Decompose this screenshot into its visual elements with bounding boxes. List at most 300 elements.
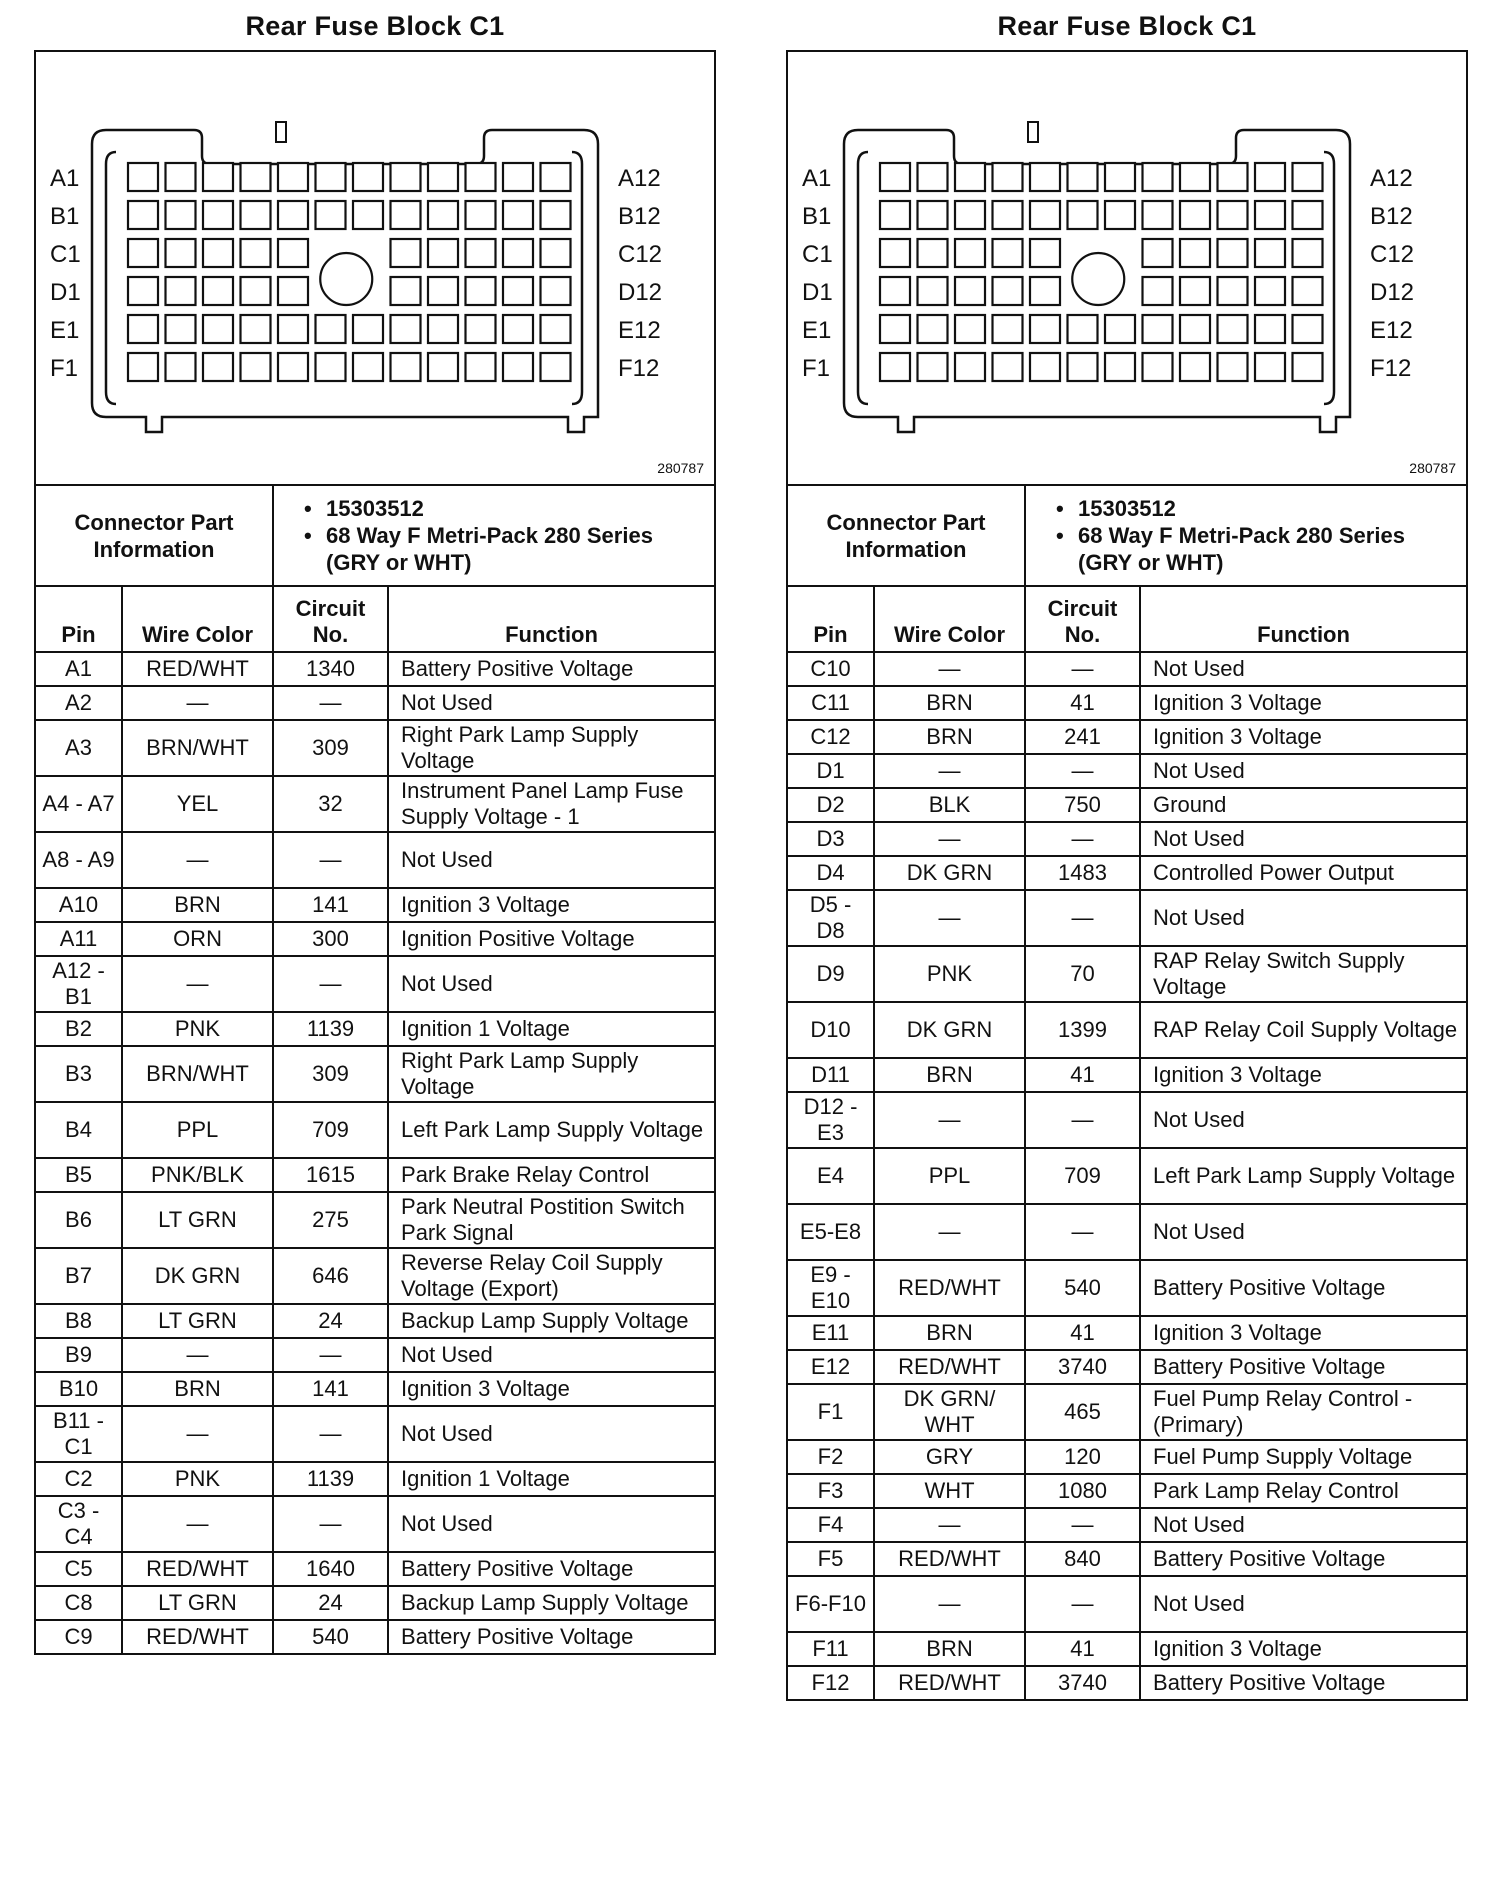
row-label-left: B1 [50,203,80,230]
pin-cavity [1293,315,1323,343]
pin-cavity [880,201,910,229]
wire-color-cell: LT GRN [122,1586,273,1620]
pin-cell: C2 [35,1462,122,1496]
circuit-cell: — [1025,822,1140,856]
pin-cavity [391,353,421,381]
pin-cavity [1180,277,1210,305]
pin-cavity [1143,201,1173,229]
row-label-right: E12 [618,317,661,344]
wire-color-cell: DK GRN/ WHT [874,1384,1025,1440]
pin-cell: A4 - A7 [35,776,122,832]
table-row [787,1316,1467,1350]
function-cell: Ground [1140,788,1467,822]
pin-cavity [1030,353,1060,381]
pin-cavity [1218,201,1248,229]
pin-cell: C8 [35,1586,122,1620]
table-row [35,1304,715,1338]
pin-cavity [880,163,910,191]
bracket-right [572,152,582,404]
table-row [787,1576,1467,1632]
pinout-table [34,484,716,1655]
pin-cavity [466,239,496,267]
circuit-cell: 300 [273,922,388,956]
circuit-cell: 540 [273,1620,388,1654]
pin-cavity [993,163,1023,191]
wire-color-cell: BRN [874,720,1025,754]
pin-cavity [1143,353,1173,381]
pin-cavity [993,315,1023,343]
pin-cavity [1293,201,1323,229]
pin-cavity [503,239,533,267]
pin-cavity [1180,163,1210,191]
connector-description: • 68 Way F Metri-Pack 280 Series (GRY or WHT) [304,522,704,576]
pin-cavity [316,353,346,381]
circuit-cell: 3740 [1025,1350,1140,1384]
table-row [35,1462,715,1496]
pin-cavity [466,353,496,381]
pin-cavity [1030,277,1060,305]
pin-cavity [993,201,1023,229]
pin-cell: E5-E8 [787,1204,874,1260]
wire-color-cell: PPL [122,1102,273,1158]
wire-color-cell: — [874,1092,1025,1148]
wire-color-cell: RED/WHT [874,1666,1025,1700]
row-label-right: D12 [1370,279,1415,306]
connector-face-drawing [36,52,718,486]
circuit-cell: 709 [273,1102,388,1158]
circuit-cell: — [273,686,388,720]
connector-part-number: • 15303512 [1056,495,1456,522]
circuit-cell: 120 [1025,1440,1140,1474]
center-hole [1072,253,1124,305]
circuit-cell: — [1025,890,1140,946]
table-row [787,1508,1467,1542]
pin-cavity [1255,315,1285,343]
function-cell: Not Used [388,1496,715,1552]
pin-cell: C9 [35,1620,122,1654]
table-row [787,1666,1467,1700]
pin-cavity [993,239,1023,267]
pin-cell: D3 [787,822,874,856]
pin-cavity [428,201,458,229]
circuit-cell: 309 [273,1046,388,1102]
pin-cavity [1180,239,1210,267]
function-cell: Ignition 3 Voltage [1140,720,1467,754]
circuit-cell: 41 [1025,1632,1140,1666]
pin-cell: B9 [35,1338,122,1372]
function-cell: Fuel Pump Relay Control - (Primary) [1140,1384,1467,1440]
table-row [35,832,715,888]
table-header-row [787,586,1467,652]
circuit-header: Circuit No. [1025,586,1140,652]
pin-cavity [1030,315,1060,343]
pin-cavity [880,315,910,343]
pin-cavity [466,277,496,305]
pin-cell: B8 [35,1304,122,1338]
pin-cavity [541,163,571,191]
pin-cavity [918,239,948,267]
pin-cavity [278,201,308,229]
function-cell: Not Used [1140,822,1467,856]
pin-cavity [880,353,910,381]
function-cell: Ignition 3 Voltage [1140,1058,1467,1092]
function-cell: Not Used [1140,1508,1467,1542]
pin-cavity [391,277,421,305]
pin-cavity [955,277,985,305]
pin-cavity [541,353,571,381]
circuit-cell: 1640 [273,1552,388,1586]
pin-cavity [541,277,571,305]
pin-cavity [278,163,308,191]
pin-cell: F6-F10 [787,1576,874,1632]
pin-cavity [1255,239,1285,267]
table-row [35,1496,715,1552]
pin-cavity [203,163,233,191]
circuit-cell: 41 [1025,686,1140,720]
pin-cavity [1143,277,1173,305]
pin-cavity [918,315,948,343]
pin-cavity [1105,201,1135,229]
function-cell: Park Brake Relay Control [388,1158,715,1192]
pin-cavity [316,315,346,343]
pin-header: Pin [35,586,122,652]
table-row [787,1204,1467,1260]
pin-cavity [1105,353,1135,381]
circuit-cell: — [273,1338,388,1372]
pin-cavity [1218,315,1248,343]
circuit-cell: 24 [273,1586,388,1620]
pin-cell: F12 [787,1666,874,1700]
function-cell: Not Used [388,956,715,1012]
bracket-left [106,152,116,404]
wire-color-cell: DK GRN [874,856,1025,890]
bracket-left [858,152,868,404]
diagram-number: 280787 [657,460,704,476]
pin-cavity [918,163,948,191]
circuit-cell: 646 [273,1248,388,1304]
pin-cavity [1105,163,1135,191]
pin-cavity [1255,201,1285,229]
circuit-cell: 241 [1025,720,1140,754]
pin-cavity [203,239,233,267]
pin-cavity [918,201,948,229]
panel-left [34,0,716,1655]
table-row [35,1248,715,1304]
table-row [35,1012,715,1046]
table-row [35,776,715,832]
wire-color-cell: PNK [122,1462,273,1496]
wire-color-cell: PPL [874,1148,1025,1204]
circuit-cell: — [273,956,388,1012]
pin-cell: E4 [787,1148,874,1204]
pin-cavity [503,277,533,305]
circuit-cell: 540 [1025,1260,1140,1316]
function-cell: RAP Relay Coil Supply Voltage [1140,1002,1467,1058]
pin-cavity [1105,315,1135,343]
pin-cavity [353,163,383,191]
pin-cavity [918,277,948,305]
wire-color-cell: — [122,832,273,888]
function-cell: Ignition 1 Voltage [388,1462,715,1496]
pin-cavity [128,315,158,343]
pin-cavity [241,315,271,343]
row-label-right: E12 [1370,317,1413,344]
circuit-cell: — [1025,1092,1140,1148]
pin-cell: A10 [35,888,122,922]
pin-cavity [278,277,308,305]
wire-color-cell: PNK [122,1012,273,1046]
pin-cell: D4 [787,856,874,890]
function-cell: Fuel Pump Supply Voltage [1140,1440,1467,1474]
table-row [35,720,715,776]
row-label-left: B1 [802,203,832,230]
pin-cavity [391,239,421,267]
pin-cavity [1218,239,1248,267]
wire-color-cell: ORN [122,922,273,956]
wire-color-cell: BRN/WHT [122,720,273,776]
pin-cavity [1068,201,1098,229]
pin-cavity [128,239,158,267]
pin-cavity [203,201,233,229]
wire-color-cell: BRN [874,686,1025,720]
pin-cavity [1293,353,1323,381]
wire-color-cell: PNK [874,946,1025,1002]
table-row [787,1148,1467,1204]
pin-cell: A8 - A9 [35,832,122,888]
pin-cell: E11 [787,1316,874,1350]
function-cell: Ignition 3 Voltage [388,1372,715,1406]
connector-info-label: Connector Part Information [787,485,1025,586]
table-row [35,652,715,686]
function-cell: Park Neutral Postition Switch Park Signal [388,1192,715,1248]
circuit-cell: 1483 [1025,856,1140,890]
pin-cavity [993,353,1023,381]
row-label-left: A1 [802,165,832,192]
pin-cavity [1143,163,1173,191]
wire-color-cell: — [874,754,1025,788]
pin-cavity [166,277,196,305]
wire-color-cell: YEL [122,776,273,832]
pin-cavity [353,315,383,343]
table-row [787,856,1467,890]
pin-cavity [241,201,271,229]
pin-cell: A1 [35,652,122,686]
pin-cavity [316,201,346,229]
circuit-cell: 1139 [273,1012,388,1046]
function-cell: Right Park Lamp Supply Voltage [388,720,715,776]
pin-cell: B6 [35,1192,122,1248]
function-cell: Not Used [1140,1204,1467,1260]
table-header-row [35,586,715,652]
pin-cell: C12 [787,720,874,754]
function-cell: Backup Lamp Supply Voltage [388,1304,715,1338]
pin-cell: E12 [787,1350,874,1384]
panel-title: Rear Fuse Block C1 [997,11,1257,41]
pin-cell: D11 [787,1058,874,1092]
table-row [35,1192,715,1248]
table-row [787,1092,1467,1148]
row-label-left: D1 [802,279,833,306]
circuit-cell: 309 [273,720,388,776]
table-row [35,922,715,956]
pin-cell: A3 [35,720,122,776]
pin-cavity [541,239,571,267]
row-label-left: C1 [50,241,81,268]
pin-header: Pin [787,586,874,652]
pin-cavity [503,201,533,229]
row-label-right: D12 [618,279,663,306]
circuit-cell: 465 [1025,1384,1140,1440]
table-row [787,1350,1467,1384]
diagram-number: 280787 [1409,460,1456,476]
connector-info-row [787,485,1467,586]
pinout-rows [787,652,1467,1700]
row-label-right: F12 [1370,355,1412,382]
pin-cavity [955,201,985,229]
pin-cavity [1180,201,1210,229]
circuit-cell: — [273,1496,388,1552]
function-cell: Not Used [1140,652,1467,686]
wire-color-cell: LT GRN [122,1304,273,1338]
pin-cavity [166,163,196,191]
pin-cavity [955,315,985,343]
pinout-table [786,484,1468,1701]
table-row [787,1440,1467,1474]
function-cell: Left Park Lamp Supply Voltage [388,1102,715,1158]
pin-cavity [955,239,985,267]
table-row [787,652,1467,686]
row-label-right: C12 [1370,241,1415,268]
wire-color-cell: BLK [874,788,1025,822]
pin-cavity [166,353,196,381]
pin-cavity [353,353,383,381]
table-row [787,1542,1467,1576]
circuit-cell: 41 [1025,1058,1140,1092]
pin-cell: F5 [787,1542,874,1576]
pin-cavity [1030,239,1060,267]
table-row [35,1406,715,1462]
wire-color-cell: BRN [122,888,273,922]
circuit-cell: 840 [1025,1542,1140,1576]
function-header: Function [1140,586,1467,652]
pin-cell: F11 [787,1632,874,1666]
pin-cavity [391,163,421,191]
connector-info-row [35,485,715,586]
pinout-rows [35,652,715,1654]
table-row [787,946,1467,1002]
pin-cavity [503,315,533,343]
table-row [787,1632,1467,1666]
pin-cell: D1 [787,754,874,788]
pin-cavity [1068,353,1098,381]
pin-cell: F2 [787,1440,874,1474]
function-cell: Left Park Lamp Supply Voltage [1140,1148,1467,1204]
panel-right [786,0,1468,1701]
pin-cavity [1143,239,1173,267]
pin-cavity [1143,315,1173,343]
function-cell: Not Used [1140,1092,1467,1148]
wire-color-cell: BRN [874,1316,1025,1350]
pin-cavity [428,315,458,343]
pin-cell: B11 - C1 [35,1406,122,1462]
wire-color-cell: — [874,822,1025,856]
pin-cavity [203,315,233,343]
pin-cavity [353,201,383,229]
pin-cavity [391,201,421,229]
function-cell: Battery Positive Voltage [388,1552,715,1586]
wire-color-cell: BRN [874,1058,1025,1092]
table-row [35,1620,715,1654]
circuit-cell: — [273,832,388,888]
table-row [787,686,1467,720]
circuit-cell: 709 [1025,1148,1140,1204]
table-row [35,1552,715,1586]
pin-cell: A11 [35,922,122,956]
function-cell: Ignition Positive Voltage [388,922,715,956]
pin-cell: A12 - B1 [35,956,122,1012]
pin-cell: F1 [787,1384,874,1440]
wire-color-cell: BRN/WHT [122,1046,273,1102]
function-cell: Battery Positive Voltage [1140,1666,1467,1700]
pin-cavity [993,277,1023,305]
center-hole [320,253,372,305]
row-label-right: A12 [618,165,661,192]
connector-info-items [1025,485,1467,586]
table-row [787,1260,1467,1316]
table-row [787,754,1467,788]
circuit-cell: 1340 [273,652,388,686]
circuit-cell: — [1025,652,1140,686]
circuit-cell: 275 [273,1192,388,1248]
wire-color-cell: — [874,1204,1025,1260]
wire-color-cell: — [122,956,273,1012]
pin-cavity [1030,163,1060,191]
wire-color-cell: GRY [874,1440,1025,1474]
circuit-cell: — [1025,1508,1140,1542]
pin-cavity [955,353,985,381]
pin-cavity [1255,163,1285,191]
pin-cavity [1218,277,1248,305]
pin-cell: B2 [35,1012,122,1046]
pin-cell: D10 [787,1002,874,1058]
pin-cavity [1218,353,1248,381]
wire-color-cell: RED/WHT [122,1552,273,1586]
pin-cavity [128,277,158,305]
wire-color-cell: RED/WHT [874,1260,1025,1316]
pin-cavity [278,239,308,267]
wire-color-cell: RED/WHT [874,1542,1025,1576]
pin-cell: C3 - C4 [35,1496,122,1552]
row-label-right: B12 [1370,203,1413,230]
table-row [35,1586,715,1620]
table-row [787,890,1467,946]
function-cell: Backup Lamp Supply Voltage [388,1586,715,1620]
row-label-right: C12 [618,241,663,268]
pin-cell: D5 - D8 [787,890,874,946]
pin-cavity [1068,163,1098,191]
pin-cavity [203,277,233,305]
row-label-left: F1 [802,355,831,382]
function-cell: Park Lamp Relay Control [1140,1474,1467,1508]
row-label-left: E1 [50,317,80,344]
circuit-header: Circuit No. [273,586,388,652]
circuit-cell: 1615 [273,1158,388,1192]
pin-cavity [166,239,196,267]
pin-cavity [541,201,571,229]
pin-cell: B4 [35,1102,122,1158]
row-label-left: D1 [50,279,81,306]
function-cell: Controlled Power Output [1140,856,1467,890]
